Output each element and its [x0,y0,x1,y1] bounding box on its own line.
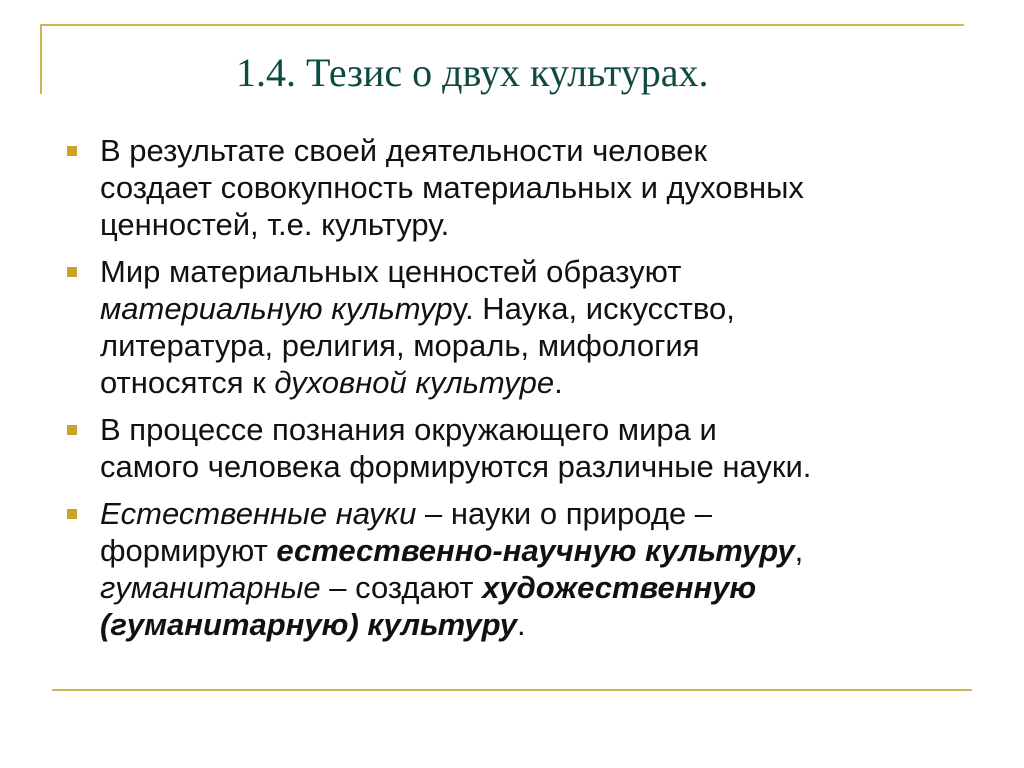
text-run: В результате своей деятельности человек [100,133,708,168]
text-run: формируют [100,533,277,568]
text-line [100,206,960,243]
text-run: самого человека формируются различные науки. [100,449,812,484]
text-line [100,411,960,448]
italic-term: гуманитарные [100,570,321,605]
bold-italic-term: естественно-научную культуру [276,533,795,568]
left-frame-line [40,24,42,94]
square-bullet-icon [67,509,77,519]
bullet-item [60,411,960,485]
text-line [100,448,960,485]
text-run: , [794,533,804,568]
text-run: . [554,365,563,400]
text-line [100,532,960,569]
text-run: . [517,607,526,642]
text-line [100,290,960,327]
bullet-item [60,253,960,401]
text-run: относятся к [100,365,275,400]
italic-term: материальную культур [100,291,453,326]
text-line [100,169,960,206]
square-bullet-icon [67,425,77,435]
square-bullet-icon [67,146,77,156]
text-run: литература, религия, мораль, мифология [100,328,700,363]
text-line [100,253,960,290]
text-line [100,327,960,364]
bold-italic-term: (гуманитарную) культуру [100,607,518,642]
text-line [100,364,960,401]
text-run: – науки о природе – [416,496,713,531]
text-line [100,495,960,532]
text-run: создает совокупность материальных и духовных [100,170,804,205]
text-run: Мир материальных ценностей образуют [100,254,682,289]
italic-term: Естественные науки [100,496,417,531]
top-frame-line [40,24,964,26]
text-run: – создают [320,570,483,605]
slide-title: 1.4. Тезис о двух культурах. [236,50,709,95]
italic-term: духовной культуре [274,365,555,400]
text-run: В процессе познания окружающего мира и [100,412,717,447]
bullet-item [60,495,960,643]
text-run: ценностей, т.е. культуру. [100,207,450,242]
text-line [100,132,960,169]
bottom-frame-line [52,689,972,691]
bullet-list [60,132,960,653]
text-line [100,606,960,643]
text-run: у. Наука, искусство, [452,291,735,326]
text-line [100,569,960,606]
square-bullet-icon [67,267,77,277]
bullet-item [60,132,960,243]
bold-italic-term: художественную [482,570,757,605]
